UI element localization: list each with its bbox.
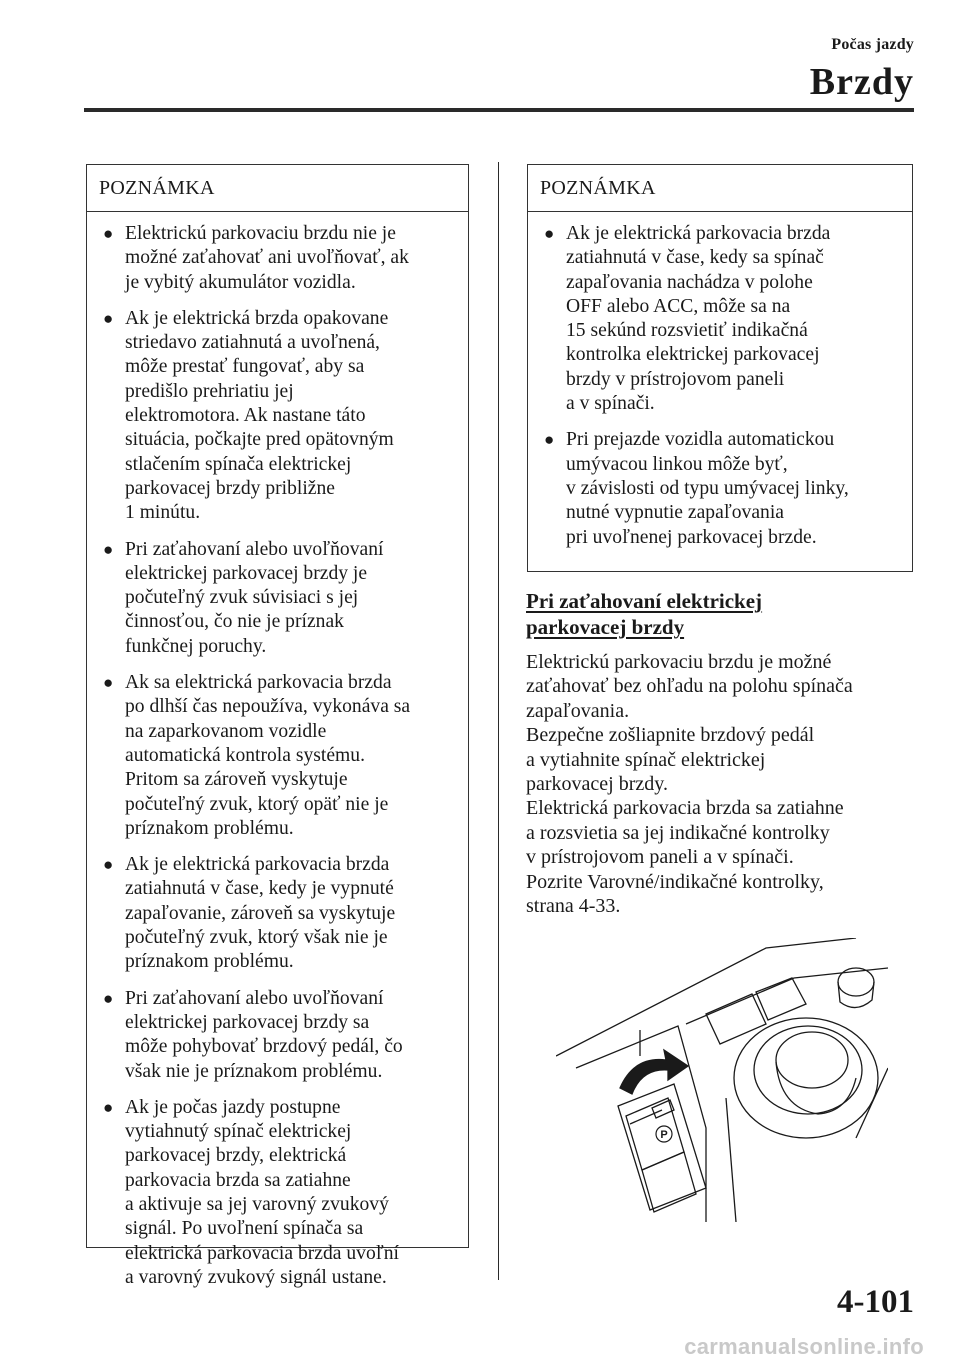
note-heading: POZNÁMKA bbox=[528, 165, 912, 212]
note-item: ● Ak sa elektrická parkovacia brzda po dlhší čas nepoužíva, vykonáva sa na zaparkovanom vozidle automatická kontrola systému. Pritom sa zároveň vyskytuje počuteľný zvuk, ktorý opäť nie je príznakom problému. bbox=[103, 672, 411, 839]
note-item: ● Pri zaťahovaní alebo uvoľňovaní elektrickej parkovacej brzdy sa môže pohybovať brzdový pedál, čo však nie je príznakom problému. bbox=[103, 987, 403, 1082]
bullet-icon: ● bbox=[103, 308, 114, 328]
console-outline bbox=[556, 938, 856, 1056]
bullet-icon: ● bbox=[103, 673, 114, 693]
watermark: carmanualsonline.info bbox=[684, 1334, 924, 1359]
page-title: Brzdy bbox=[809, 61, 914, 103]
note-heading: POZNÁMKA bbox=[87, 165, 468, 212]
page-number: 4-101 bbox=[837, 1284, 914, 1320]
pull-arrow-icon bbox=[620, 1050, 688, 1094]
console-button bbox=[756, 978, 806, 1020]
bullet-icon: ● bbox=[544, 430, 555, 450]
note-box-left bbox=[86, 164, 469, 1288]
parking-p-icon bbox=[656, 1126, 672, 1142]
note-item: ● Ak je elektrická parkovacia brzda zatiahnutá v čase, kedy sa spínač zapaľovania nachádza v polohe OFF alebo ACC, môže sa na 15 sekúnd rozsvietiť indikačná kontrolka elektrickej parkovacej brzdy v prístrojovom paneli a v spínači. bbox=[544, 223, 831, 415]
volume-knob bbox=[838, 968, 874, 996]
note-item: ● Pri prejazde vozidla automatickou umývacou linkou môže byť, v závislosti od typu umývacej linky, nutné vypnutie zapaľovania pri uvoľnenej parkovacej brzde. bbox=[544, 429, 849, 548]
note-list bbox=[87, 212, 468, 1290]
note-box-right bbox=[527, 164, 913, 572]
note-item: ● Ak je počas jazdy postupne vytiahnutý spínač elektrickej parkovacej brzdy, elektrická parkovacia brzda sa zatiahne a aktivuje sa jej varovný zvukový signál. Po uvoľnení spínača sa elektrická parkovacia brzda uvoľní a varovný zvukový signál ustane. bbox=[103, 1096, 399, 1288]
note-item: ● Pri zaťahovaní alebo uvoľňovaní elektrickej parkovacej brzdy je počuteľný zvuk súvisiaci s jej činnosťou, čo nie je príznak funkčnej poruchy. bbox=[103, 538, 384, 657]
volume-knob-body bbox=[838, 982, 874, 1008]
section-body: Elektrickú parkovaciu brzdu je možné zaťahovať bez ohľadu na polohu spínača zapaľovania. Bezpečne zošliapnite brzdový pedál a vytiahnite spínač elektrickej parkovacej brzdy. Elektrická parkovacia brzda sa zatiahne a rozsvietia sa jej indikačné kontrolky v prístrojovom paneli a v spínači. Pozrite Varovné/indikačné kontrolky, strana 4-33. bbox=[526, 651, 853, 918]
note-item: ● Elektrickú parkovaciu brzdu nie je možné zaťahovať ani uvoľňovať, ak je vybitý akumulátor vozidla. bbox=[103, 223, 409, 293]
commander-knob-base bbox=[734, 1018, 878, 1138]
bullet-icon: ● bbox=[103, 1097, 114, 1117]
section-heading: Pri zaťahovaní elektrickej parkovacej brzdy bbox=[526, 589, 763, 639]
console-button bbox=[706, 994, 766, 1044]
commander-knob-top bbox=[776, 1032, 848, 1088]
parking-brake-switch-illustration bbox=[556, 938, 888, 1222]
bullet-icon: ● bbox=[103, 539, 114, 559]
note-item: ● Ak je elektrická parkovacia brzda zatiahnutá v čase, kedy je vypnuté zapaľovanie, zároveň sa vyskytuje počuteľný zvuk, ktorý však nie je príznakom problému. bbox=[103, 854, 396, 973]
console-lower-edge bbox=[726, 1098, 736, 1222]
switch-symbol-text: P bbox=[660, 1129, 668, 1141]
bullet-icon: ● bbox=[544, 224, 555, 243]
bullet-icon: ● bbox=[103, 855, 114, 875]
header-rule bbox=[84, 108, 914, 112]
bullet-icon: ● bbox=[103, 224, 114, 243]
column-divider bbox=[498, 162, 499, 1280]
note-item: ● Ak je elektrická brzda opakovane striedavo zatiahnutá a uvoľnená, môže prestať fungovať, aby sa predišlo prehriatiu jej elektromotora. Ak nastane táto situácia, počkajte pred opätovným stlačením spínača elektrickej parkovacej brzdy približne 1 minútu. bbox=[103, 307, 394, 524]
section-header: Počas jazdy bbox=[831, 36, 914, 53]
bullet-icon: ● bbox=[103, 988, 114, 1008]
note-list bbox=[528, 212, 912, 550]
